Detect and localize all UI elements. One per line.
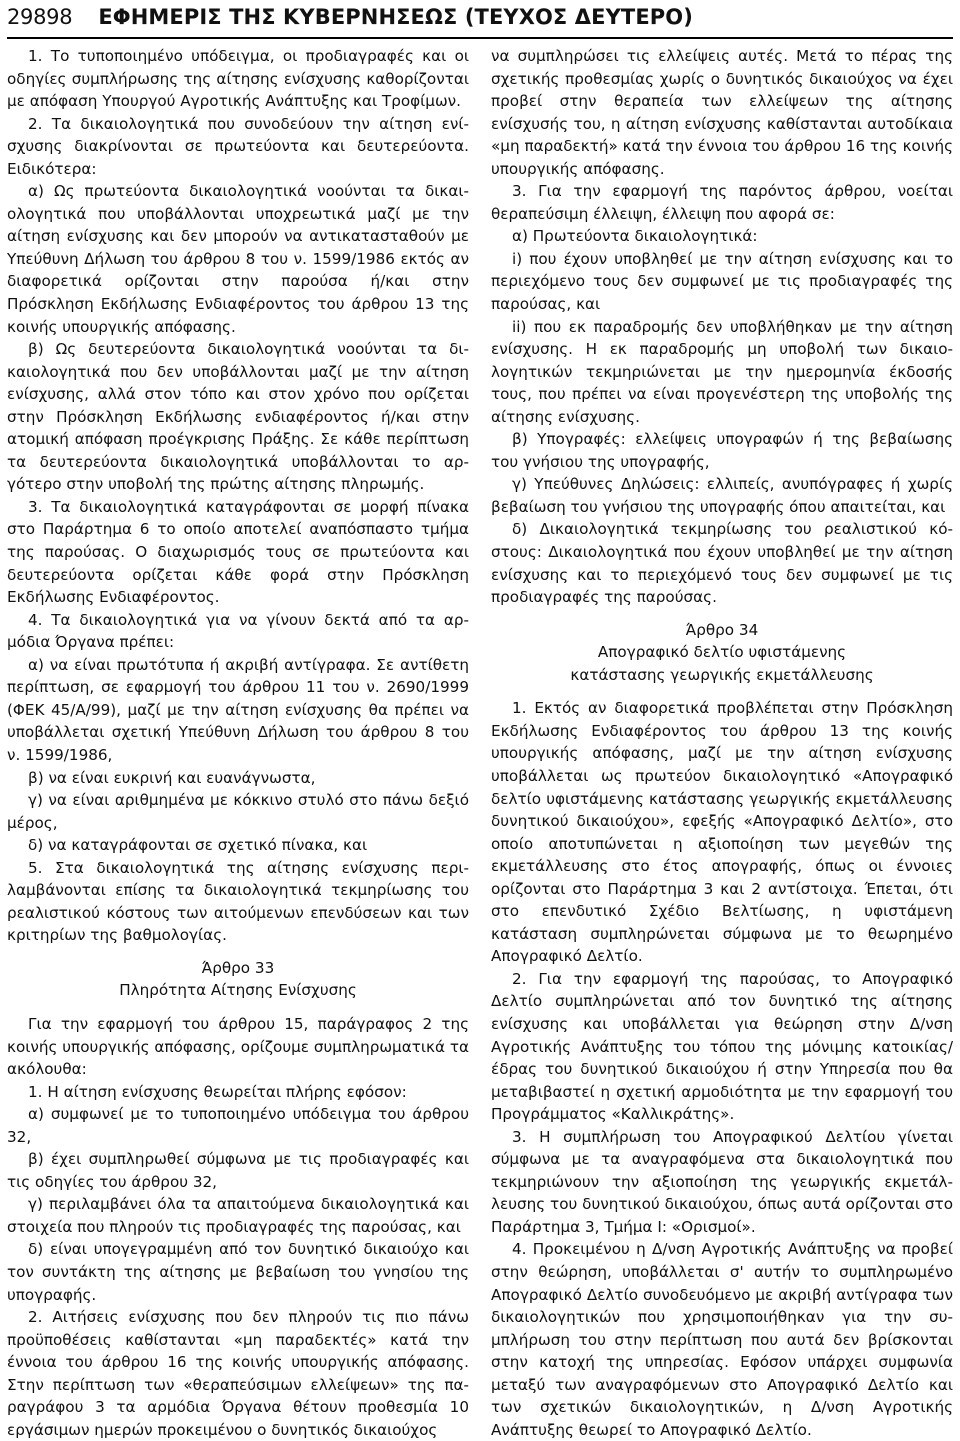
article-title: Άρθρο 34: [685, 620, 759, 639]
paragraph: 1. Εκτός αν διαφορετικά προβλέπεται στην Πρόσκληση Εκδήλωσης Ενδιαφέροντος του άρθρου 13 της κοινής υπουργικής απόφασης, μαζί με την αίτηση ενίσχυσης υποβάλλεται ως πρωτεύον δικαιολογητικό «Απογραφικό δελτίο υφιστάμενης κατάστασης γεωργικής εκμετάλλευσης δυνητικού δικαιούχου», εφεξής «Απογραφικό Δελτίο», στο οποίο αποτυπώνεται η αξιοποίηση των μεγεθών της εκμετάλλευσης στο έτος απογραφής, όπως οι έννοιες ορίζονται στο Παράρτημα 3 και 2 αντίστοιχα. Έπεται, ότι στο επενδυτικό Σχέδιο Βελτίωσης, η υφιστάμενη κατάσταση συμπληρώνεται σύμφωνα με το θεωρημένο Απογραφικό Δελτίο.: [491, 699, 953, 966]
paragraph: 2. Αιτήσεις ενίσχυσης που δεν πληρούν τις πιο πάνω προϋποθέσεις καθίστανται «μη παραδεκτές» κατά την έννοια του άρθρου 16 της κοινής υπουργικής απόφασης. Στην περίπτωση των «θεραπεύσιμων ελλείψεων» της παραγράφου 3 τα αρμόδια Όργανα θέτουν προθεσμία 10 εργάσιμων ημερών προκειμένου ο δυνητικός δικαιούχος: [7, 1308, 469, 1439]
paragraph: γ) Υπεύθυνες Δηλώσεις: ελλιπείς, ανυπόγραφες ή χωρίς βεβαίωση του γνήσιου της υπογραφής όπου απαιτείται, και: [491, 475, 953, 516]
paragraph: δ) Δικαιολογητικά τεκμηρίωσης του ρεαλιστικού κόστους: Δικαιολογητικά που έχουν υποβληθεί με την αίτηση ενίσχυσης και το περιεχόμενό τους δεν συμφωνεί με τις προδιαγραφές της παρούσας.: [491, 520, 953, 607]
paragraph: 4. Τα δικαιολογητικά για να γίνουν δεκτά από τα αρμόδια Όργανα πρέπει:: [7, 610, 469, 652]
page-header: [7, 2, 953, 32]
article-33-heading: [7, 957, 469, 1002]
header-rule: [7, 37, 953, 39]
paragraph: α) Ως πρωτεύοντα δικαιολογητικά νοούνται τα δικαιολογητικά που υποβάλλονται υποχρεωτικά μαζί με την αίτηση ενίσχυσης και δεν μπορούν να αντικατασταθούν με Υπεύθυνη Δήλωση του άρθρου 8 του ν. 1599/1986 εκτός αν διαφορετικά ορίζονται στην παρούσα ή/και στην Πρόσκληση Εκδήλωσης Ενδιαφέροντος του άρθρου 13 της κοινής υπουργικής απόφασης.: [7, 182, 469, 336]
paragraph: 1. Η αίτηση ενίσχυσης θεωρείται πλήρης εφόσον:: [28, 1082, 407, 1101]
paragraph: γ) περιλαμβάνει όλα τα απαιτούμενα δικαιολογητικά και στοιχεία που πληρούν τις προδιαγραφές της παρούσας, και: [7, 1195, 469, 1236]
paragraph: β) Υπογραφές: ελλείψεις υπογραφών ή της βεβαίωσης του γνήσιου της υπογραφής,: [491, 430, 953, 471]
paragraph: α) Πρωτεύοντα δικαιολογητικά:: [512, 227, 758, 246]
paragraph: 4. Προκειμένου η Δ/νση Αγροτικής Ανάπτυξης να προβεί στην θεώρηση, υποβάλλεται σ' αυτήν το συμπληρωμένο Απογραφικό Δελτίο συνοδευόμενο με ακριβή αντίγραφα των δικαιολογητικών που χρησιμοποιήθηκαν για την συμπλήρωση του στην περίπτωση που αυτά δεν βρίσκονται στην κατοχή της υπηρεσίας. Εφόσον υπάρχει συμφωνία μεταξύ των αναγραφόμενων στο Απογραφικό Δελτίο και των σχετικών δικαιολογητικών, η Δ/νση Αγροτικής Ανάπτυξης θεωρεί το Απογραφικό Δελτίο.: [491, 1240, 953, 1439]
paragraph: να συμπληρώσει τις ελλείψεις αυτές. Μετά το πέρας της σχετικής προθεσμίας χωρίς ο δυνητικός δικαιούχος να έχει προβεί στην θεραπεία των ελλείψεων της αίτησης ενίσχυσής του, η αίτηση ενίσχυσης καθίστανται αυτοδίκαια «μη παραδεκτή» κατά την έννοια του άρθρου 16 της κοινής υπουργικής απόφασης.: [491, 47, 953, 178]
paragraph: 2. Τα δικαιολογητικά που συνοδεύουν την αίτηση ενίσχυσης διακρίνονται σε πρωτεύοντα και δευτερεύοντα. Ειδικότερα:: [7, 114, 469, 178]
paragraph: δ) να καταγράφονται σε σχετικό πίνακα, και: [28, 836, 368, 855]
article-34-heading: [491, 619, 953, 687]
paragraph: 1. Το τυποποιημένο υπόδειγμα, οι προδιαγραφές και οι οδηγίες συμπλήρωσης της αίτησης ενίσχυσης καθορίζονται με απόφαση Υπουργού Αγροτικής Ανάπτυξης και Τροφίμων.: [7, 47, 469, 111]
journal-title: ΕΦΗΜΕΡΙΣ ΤΗΣ ΚΥΒΕΡΝΗΣΕΩΣ (ΤΕΥΧΟΣ ΔΕΥΤΕΡΟ): [98, 5, 693, 29]
paragraph: β) έχει συμπληρωθεί σύμφωνα με τις προδιαγραφές και τις οδηγίες του άρθρου 32,: [7, 1150, 469, 1191]
paragraph: ii) που εκ παραδρομής δεν υποβλήθηκαν με την αίτηση ενίσχυσης. Η εκ παραδρομής μη υποβολή των δικαιολογητικών τεκμηριώνεται με την ημερομηνία έκδοσής τους, που πρέπει να είναι προγενέστερη της υποβολής της αίτησης ενίσχυσης.: [491, 317, 953, 426]
paragraph: α) να είναι πρωτότυπα ή ακριβή αντίγραφα. Σε αντίθετη περίπτωση, σε εφαρμογή του άρθρου 11 του ν. 2690/1999 (ΦΕΚ 45/Α/99), μαζί με την αίτηση ενίσχυσης θα πρέπει να υποβάλλεται σχετική Υπεύθυνη Δήλωση του άρθρου 8 του ν. 1599/1986,: [7, 655, 469, 764]
article-subtitle: Πληρότητα Αίτησης Ενίσχυσης: [119, 981, 357, 1000]
paragraph: δ) είναι υπογεγραμμένη από τον δυνητικό δικαιούχο και τον συντάκτη της αίτησης με βεβαίωση του γνησίου της υπογραφής.: [7, 1240, 469, 1304]
paragraph: β) να είναι ευκρινή και ευανάγνωστα,: [28, 768, 316, 787]
paragraph: Για την εφαρμογή του άρθρου 15, παράγραφος 2 της κοινής υπουργικής απόφασης, ορίζουμε συμπληρωματικά τα ακόλουθα:: [7, 1014, 469, 1079]
paragraph: α) συμφωνεί με το τυποποιημένο υπόδειγμα του άρθρου 32,: [7, 1105, 469, 1146]
paragraph: 5. Στα δικαιολογητικά της αίτησης ενίσχυσης περιλαμβάνονται επίσης τα δικαιολογητικά τεκμηρίωσης του ρεαλιστικού κόστους των αιτούμενων επενδύσεων και των κριτηρίων της βαθμολογίας.: [7, 858, 469, 945]
article-subtitle: Απογραφικό δελτίο υφιστάμενης κατάστασης γεωργικής εκμετάλλευσης: [570, 643, 874, 684]
paragraph: 2. Για την εφαρμογή της παρούσας, το Απογραφικό Δελτίο συμπληρώνεται από τον δυνητικό της αίτησης ενίσχυσης και υποβάλλεται για θεώρηση στην Δ/νση Αγροτικής Ανάπτυξης του τόπου της μόνιμης κατοικίας/έδρας του δυνητικού δικαιούχου ή στην Υπηρεσία που θα μεταβιβαστεί η σχετική αρμοδιότητα με την εφαρμογή του Προγράμματος «Καλλικράτης».: [491, 969, 953, 1124]
paragraph: γ) να είναι αριθμημένα με κόκκινο στυλό στο πάνω δεξιό μέρος,: [7, 791, 469, 832]
paragraph: 3. Για την εφαρμογή της παρόντος άρθρου, νοείται θεραπεύσιμη έλλειψη, έλλειψη που αφορά σε:: [491, 182, 953, 223]
article-title: Άρθρο 33: [201, 958, 275, 977]
paragraph: 3. Τα δικαιολογητικά καταγράφονται σε μορφή πίνακα στο Παράρτημα 6 το οποίο αποτελεί αναπόσπαστο τμήμα της παρούσας. Ο διαχωρισμός τους σε πρωτεύοντα και δευτερεύοντα ορίζεται κάθε φορά στην Πρόσκληση Εκδήλωσης Ενδιαφέροντος.: [7, 497, 469, 607]
paragraph: i) που έχουν υποβληθεί με την αίτηση ενίσχυσης και το περιεχόμενο τους δεν συμφωνεί με τις προδιαγραφές της παρούσας, και: [491, 249, 953, 314]
right-column: [491, 45, 953, 1441]
paragraph: 3. Η συμπλήρωση του Απογραφικού Δελτίου γίνεται σύμφωνα με τα αναγραφόμενα στα δικαιολογητικά που τεκμηριώνουν την αξιοποίηση της γεωργικής εκμετάλλευσης του δυνητικού δικαιούχου, όπως αυτά ορίζονται στο Παράρτημα 3, Τμήμα Ι: «Ορισμοί».: [491, 1127, 953, 1236]
left-column: [7, 45, 469, 1441]
page-number: 29898: [7, 5, 73, 29]
paragraph: β) Ως δευτερεύοντα δικαιολογητικά νοούνται τα δικαιολογητικά που δεν υποβάλλονται μαζί με την αίτηση ενίσχυσης, αλλά στον τόπο και στον χρόνο που ορίζεται στην Πρόσκληση Εκδήλωσης ενδιαφέροντος ή/και στην ατομική απόφαση προέγκρισης Πράξης. Σε κάθε περίπτωση τα δευτερεύοντα δικαιολογητικά υποβάλλονται το αργότερο στην υποβολή της πρώτης αίτησης πληρωμής.: [7, 340, 469, 494]
